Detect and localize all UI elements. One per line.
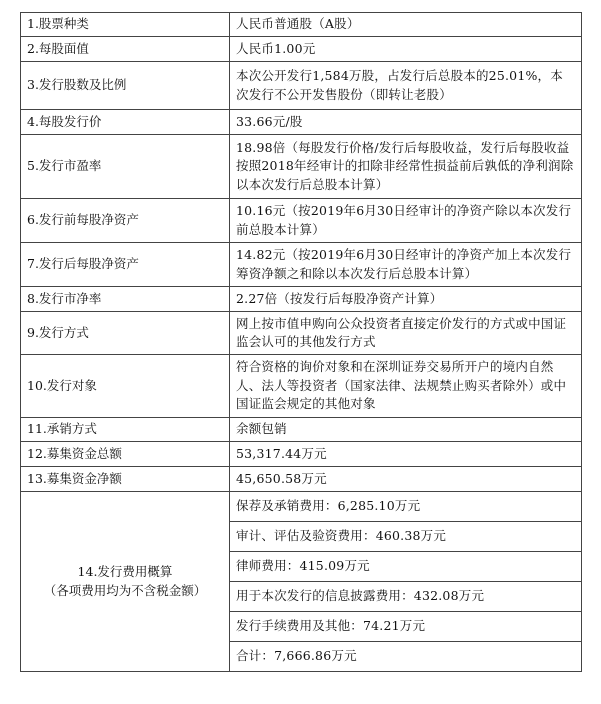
table-row [21, 355, 582, 418]
row-value: 18.98倍（每股发行价格/发行后每股收益，发行后每股收益按照2018年经审计的扣除非经常性损益前后孰低的净利润除以本次发行后总股本计算） [230, 135, 582, 199]
row-label: 13.募集资金净额 [21, 467, 230, 492]
row-label: 12.募集资金总额 [21, 442, 230, 467]
row-value: 符合资格的询价对象和在深圳证券交易所开户的境内自然人、法人等投资者（国家法律、法规禁止购买者除外）或中国证监会规定的其他对象 [230, 355, 582, 418]
row-value: 人民币1.00元 [230, 37, 582, 62]
table-row [21, 37, 582, 62]
row-value: 余额包销 [230, 418, 582, 442]
row-value: 2.27倍（按发行后每股净资产计算） [230, 287, 582, 312]
issue-info-table [20, 12, 582, 672]
fee-item: 审计、评估及验资费用：460.38万元 [230, 522, 582, 552]
table-row [21, 467, 582, 492]
row-label: 10.发行对象 [21, 355, 230, 418]
fee-item: 律师费用：415.09万元 [230, 552, 582, 582]
fee-item: 保荐及承销费用：6,285.10万元 [230, 492, 582, 522]
row-label: 4.每股发行价 [21, 110, 230, 135]
row-label: 5.发行市盈率 [21, 135, 230, 199]
table-row [21, 243, 582, 287]
row-value: 14.82元（按2019年6月30日经审计的净资产加上本次发行筹资净额之和除以本次发行后总股本计算） [230, 243, 582, 287]
fee-label-note: （各项费用均为不含税金额） [43, 582, 207, 598]
row-value: 本次公开发行1,584万股，占发行后总股本的25.01%，本次发行不公开发售股份（即转让老股） [230, 62, 582, 110]
row-value: 45,650.58万元 [230, 467, 582, 492]
table-row [21, 135, 582, 199]
table-row [21, 418, 582, 442]
row-value: 人民币普通股（A股） [230, 13, 582, 37]
row-value: 33.66元/股 [230, 110, 582, 135]
row-label: 8.发行市净率 [21, 287, 230, 312]
row-label: 9.发行方式 [21, 312, 230, 355]
table-row [21, 110, 582, 135]
table-row [21, 62, 582, 110]
row-label: 11.承销方式 [21, 418, 230, 442]
row-label: 3.发行股数及比例 [21, 62, 230, 110]
row-value: 53,317.44万元 [230, 442, 582, 467]
table-row [21, 287, 582, 312]
row-value: 网上按市值申购向公众投资者直接定价发行的方式或中国证监会认可的其他发行方式 [230, 312, 582, 355]
row-label: 1.股票种类 [21, 13, 230, 37]
fee-item: 发行手续费用及其他：74.21万元 [230, 612, 582, 642]
row-label: 7.发行后每股净资产 [21, 243, 230, 287]
table-row [21, 199, 582, 243]
fee-row [21, 492, 582, 522]
fee-label-cell [21, 492, 230, 672]
row-value: 10.16元（按2019年6月30日经审计的净资产除以本次发行前总股本计算） [230, 199, 582, 243]
row-label: 6.发行前每股净资产 [21, 199, 230, 243]
table-row [21, 13, 582, 37]
fee-total: 合计：7,666.86万元 [230, 642, 582, 672]
table-row [21, 442, 582, 467]
fee-label-title: 14.发行费用概算 [77, 564, 173, 579]
fee-item: 用于本次发行的信息披露费用：432.08万元 [230, 582, 582, 612]
table-row [21, 312, 582, 355]
row-label: 2.每股面值 [21, 37, 230, 62]
